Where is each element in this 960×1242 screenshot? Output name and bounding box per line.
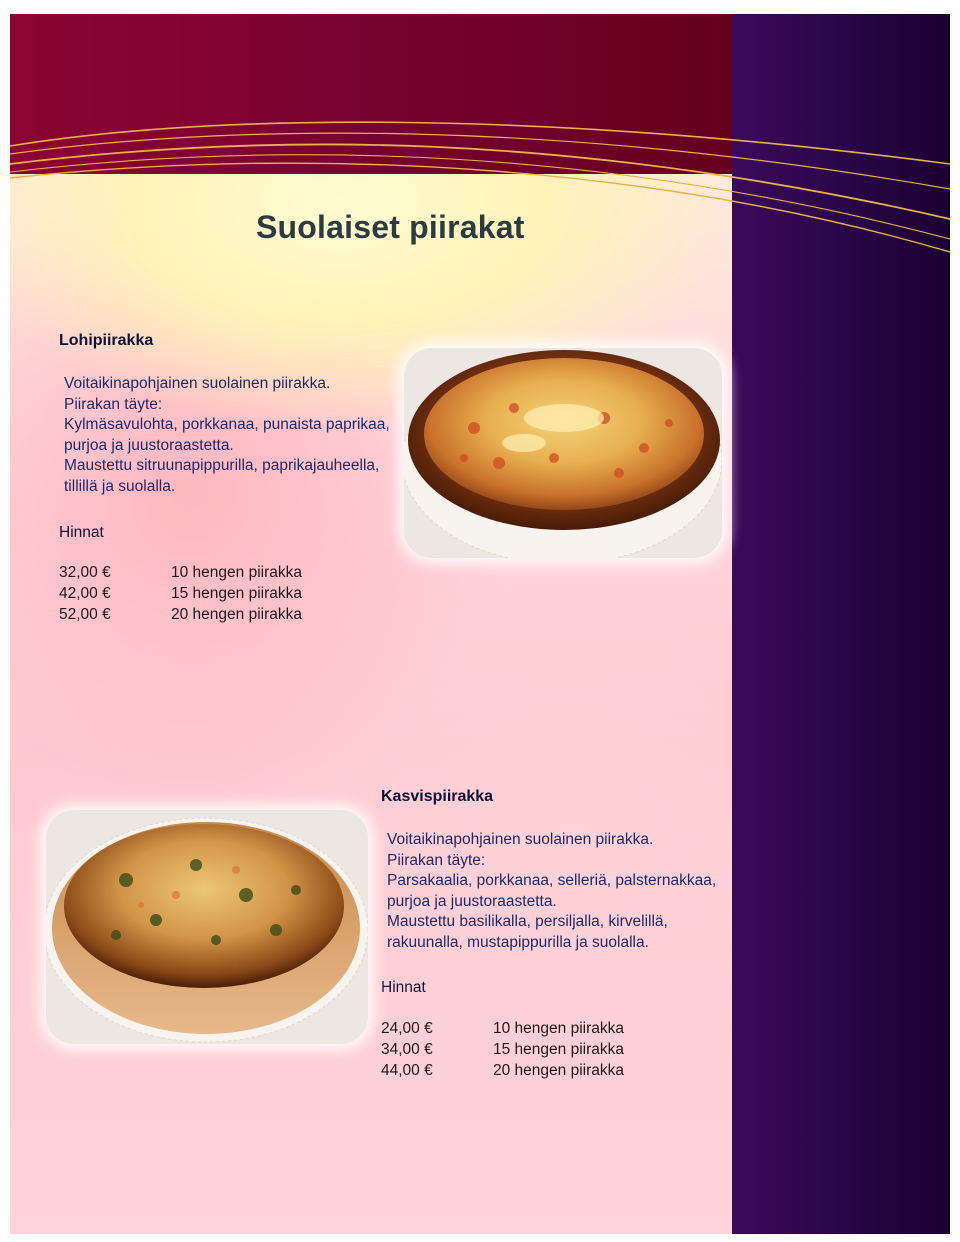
price-amount: 32,00 €: [59, 564, 111, 581]
price-amount: 24,00 €: [381, 1020, 433, 1037]
section-description-kasvispiirakka: [387, 830, 716, 953]
prices-label: Hinnat: [59, 524, 104, 541]
price-size: 20 hengen piirakka: [171, 606, 302, 623]
price-row: [381, 1060, 624, 1081]
section-title-kasvispiirakka: Kasvispiirakka: [381, 788, 494, 805]
lohipiirakka-photo: [404, 348, 722, 558]
description-line: Piirakan täyte:: [387, 851, 486, 869]
price-amount: 34,00 €: [381, 1041, 433, 1058]
price-row: [381, 1039, 624, 1060]
price-list-lohipiirakka: [59, 562, 302, 625]
description-line: purjoa ja juustoraastetta.: [64, 436, 234, 454]
description-line: Maustettu sitruunapippurilla, paprikajauheella,: [64, 457, 380, 474]
section-description-lohipiirakka: [64, 374, 390, 497]
price-row: [59, 604, 302, 625]
price-amount: 44,00 €: [381, 1062, 433, 1079]
price-size: 15 hengen piirakka: [493, 1041, 624, 1058]
description-line: Kylmäsavulohta, porkkanaa, punaista paprikaa,: [64, 416, 390, 433]
description-line: purjoa ja juustoraastetta.: [387, 892, 557, 910]
price-size: 10 hengen piirakka: [171, 564, 302, 581]
description-line: rakuunalla, mustapippurilla ja suolalla.: [387, 933, 649, 951]
price-row: [59, 562, 302, 583]
description-line: Parsakaalia, porkkanaa, selleriä, palsternakkaa,: [387, 872, 717, 889]
description-line: Piirakan täyte:: [64, 395, 163, 413]
price-size: 20 hengen piirakka: [493, 1062, 624, 1079]
price-row: [381, 1018, 624, 1039]
menu-page: [10, 14, 950, 1234]
page-title: Suolaiset piirakat: [256, 209, 525, 245]
price-row: [59, 583, 302, 604]
prices-label: Hinnat: [381, 979, 426, 996]
description-line: tillillä ja suolalla.: [64, 477, 176, 495]
price-size: 10 hengen piirakka: [493, 1020, 624, 1037]
price-list-kasvispiirakka: [381, 1018, 624, 1081]
description-line: Voitaikinapohjainen suolainen piirakka.: [387, 831, 654, 848]
price-size: 15 hengen piirakka: [171, 585, 302, 602]
kasvispiirakka-photo: [46, 810, 368, 1044]
price-amount: 52,00 €: [59, 606, 111, 623]
section-title-lohipiirakka: Lohipiirakka: [59, 332, 154, 349]
description-line: Maustettu basilikalla, persiljalla, kirvelillä,: [387, 913, 668, 930]
description-line: Voitaikinapohjainen suolainen piirakka.: [64, 375, 331, 392]
price-amount: 42,00 €: [59, 585, 111, 602]
